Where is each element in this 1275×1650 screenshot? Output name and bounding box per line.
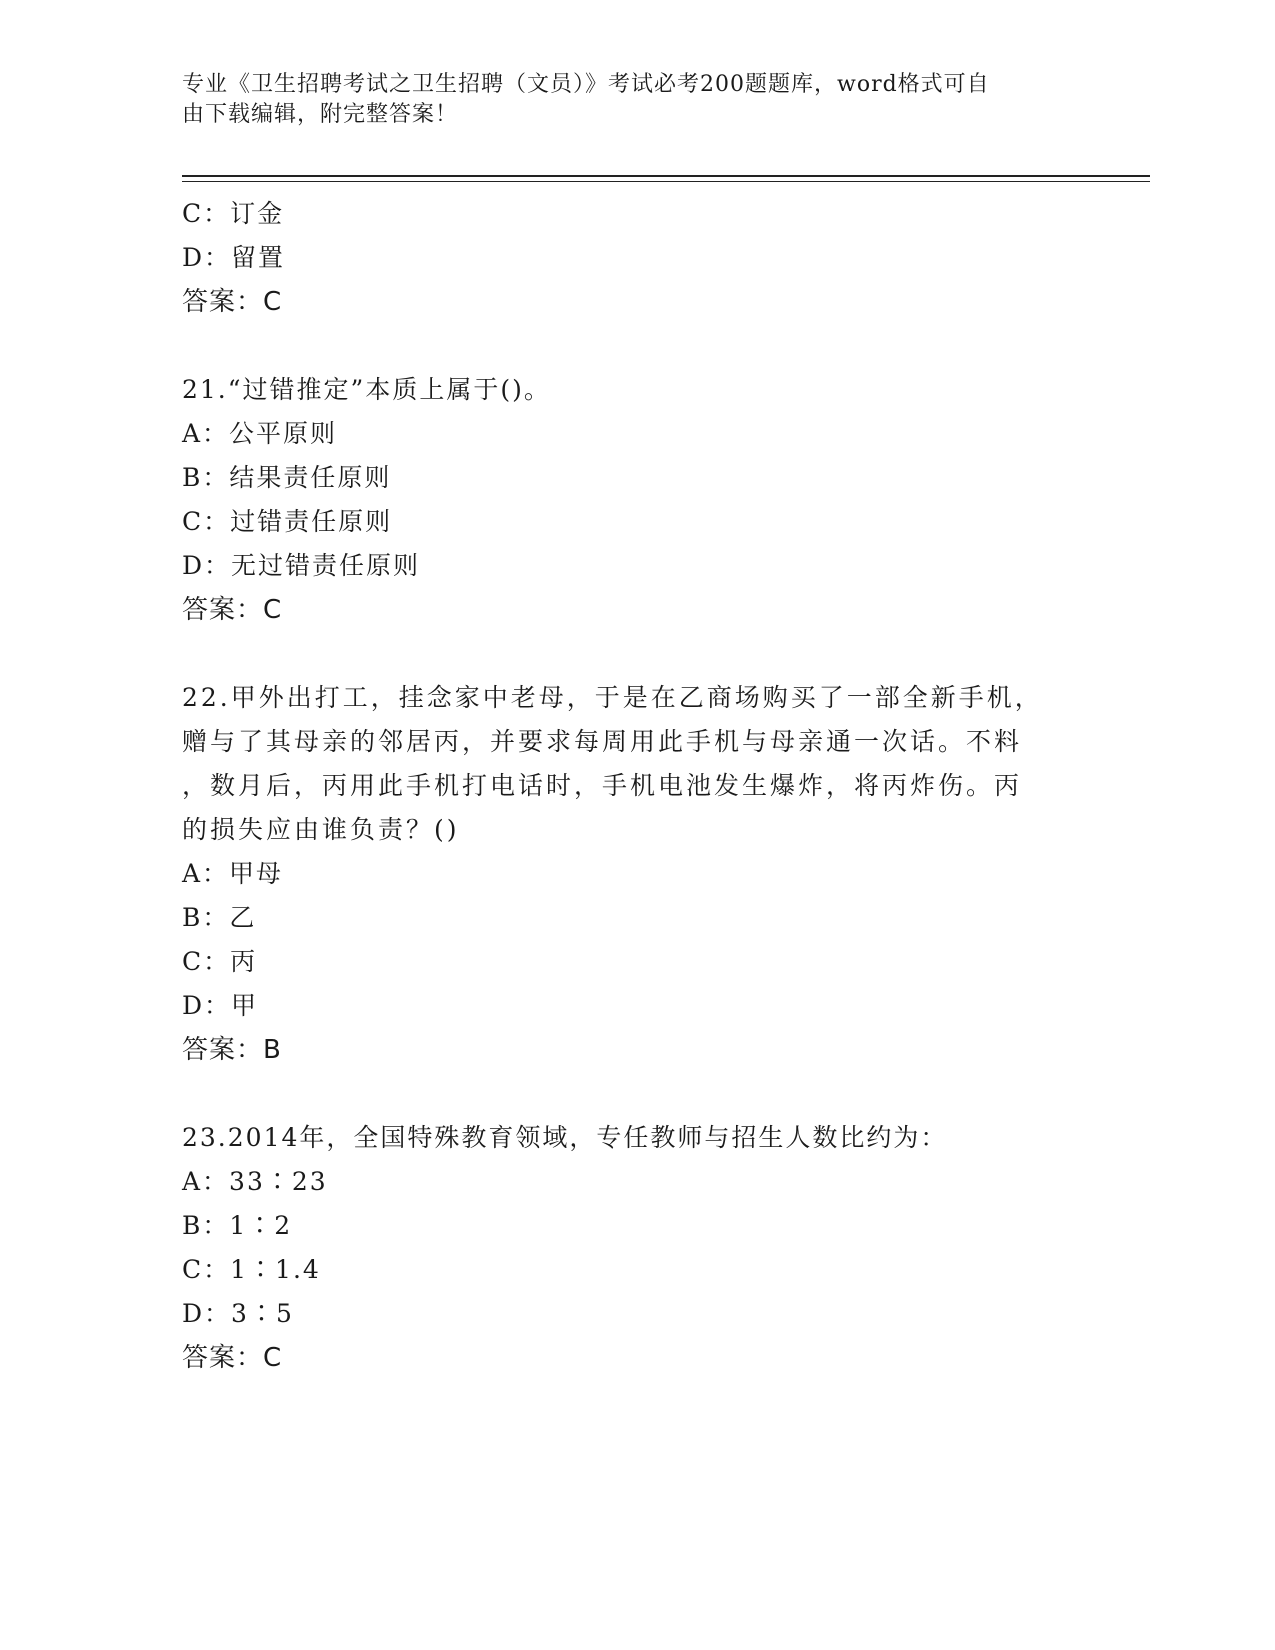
spacer — [182, 1072, 1062, 1116]
answer-line: 答案：B — [182, 1035, 282, 1065]
option-a: A：甲母 — [182, 859, 284, 888]
option-b: B：乙 — [182, 903, 257, 932]
question-text-line-4: 的损失应由谁负责？() — [182, 815, 460, 844]
answer-line: 答案：C — [182, 1343, 283, 1373]
option-b: B：结果责任原则 — [182, 463, 392, 492]
header-divider-thick — [182, 175, 1150, 177]
question-text: 21.“过错推定”本质上属于()。 — [182, 375, 551, 404]
option-a: A：33∶23 — [182, 1167, 328, 1196]
option-b: B：1∶2 — [182, 1211, 293, 1240]
question-text: 23.2014年，全国特殊教育领域，专任教师与招生人数比约为： — [182, 1123, 948, 1152]
spacer — [182, 324, 1062, 368]
option-c: C：订金 — [182, 199, 285, 228]
answer-line: 答案：C — [182, 287, 283, 317]
option-d: D：甲 — [182, 991, 259, 1020]
option-c: C：1∶1.4 — [182, 1255, 321, 1284]
document-header — [182, 70, 1042, 130]
option-c: C：过错责任原则 — [182, 507, 393, 536]
question-23 — [182, 1116, 1062, 1380]
header-divider-thin — [182, 181, 1150, 182]
option-c: C：丙 — [182, 947, 258, 976]
option-d: D：留置 — [182, 243, 286, 272]
previous-question-tail — [182, 192, 1062, 324]
question-22 — [182, 676, 1062, 1072]
question-21 — [182, 368, 1062, 632]
option-d: D：3∶5 — [182, 1299, 294, 1328]
question-text-line-2: 赠与了其母亲的邻居丙，并要求每周用此手机与母亲通一次话。不料 — [182, 727, 1023, 756]
header-line-1: 专业《卫生招聘考试之卫生招聘（文员）》考试必考200题题库，word格式可自 — [182, 72, 990, 97]
option-d: D：无过错责任原则 — [182, 551, 421, 580]
question-list — [182, 192, 1062, 1380]
header-line-2: 由下载编辑，附完整答案！ — [182, 102, 459, 127]
question-text-line-1: 22.甲外出打工，挂念家中老母，于是在乙商场购买了一部全新手机， — [182, 683, 1043, 712]
question-text-line-3: ，数月后，丙用此手机打电话时，手机电池发生爆炸，将丙炸伤。丙 — [182, 771, 1023, 800]
option-a: A：公平原则 — [182, 419, 338, 448]
answer-line: 答案：C — [182, 595, 283, 625]
spacer — [182, 632, 1062, 676]
